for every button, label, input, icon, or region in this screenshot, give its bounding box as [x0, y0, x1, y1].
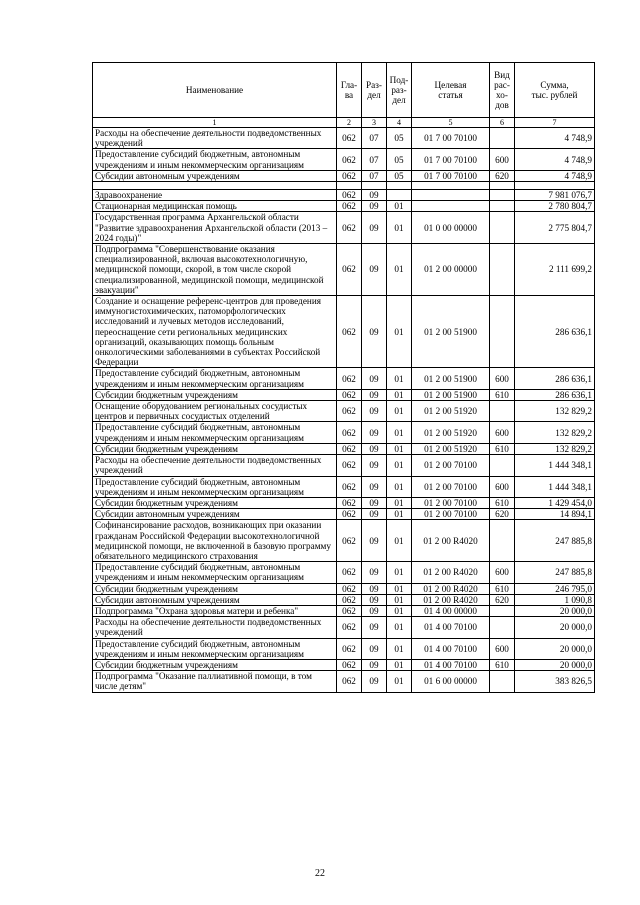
cell-glava: 062 — [337, 509, 362, 520]
table-row — [93, 201, 595, 212]
cell-glava: 062 — [337, 244, 362, 296]
cell-statya: 01 2 00 70100 — [412, 509, 490, 520]
cell-vid: 600 — [490, 368, 515, 389]
cell-vid — [490, 190, 515, 201]
cell-vid: 600 — [490, 149, 515, 170]
cell-glava: 062 — [337, 455, 362, 476]
table-row — [93, 401, 595, 422]
cell-statya: 01 2 00 51900 — [412, 296, 490, 368]
cell-summa: 286 636,1 — [515, 296, 595, 368]
cell-vid — [490, 671, 515, 692]
cell-statya: 01 4 00 70100 — [412, 617, 490, 638]
column-number: 6 — [490, 118, 515, 128]
cell-statya: 01 2 00 R4020 — [412, 562, 490, 583]
table-row — [93, 638, 595, 659]
cell-podrazdel: 01 — [387, 594, 412, 605]
cell-podrazdel: 05 — [387, 170, 412, 181]
cell-glava: 062 — [337, 443, 362, 454]
table-row — [93, 389, 595, 400]
cell-name: Здравоохранение — [93, 190, 337, 201]
cell-name: Предоставление субсидий бюджетным, автономным учреждениям и иным некоммерческим организациям — [93, 422, 337, 443]
cell-razdel: 09 — [362, 422, 387, 443]
header-vid: Вид рас- хо- дов — [490, 63, 515, 118]
cell-vid: 600 — [490, 422, 515, 443]
cell-summa: 20 000,0 — [515, 659, 595, 670]
cell-razdel: 09 — [362, 520, 387, 562]
table-row — [93, 520, 595, 562]
table-row — [93, 149, 595, 170]
cell-name: Субсидии автономным учреждениям — [93, 170, 337, 181]
cell-podrazdel: 01 — [387, 605, 412, 616]
cell-vid — [490, 617, 515, 638]
cell-glava — [337, 182, 362, 190]
cell-podrazdel: 01 — [387, 617, 412, 638]
cell-statya — [412, 190, 490, 201]
cell-podrazdel: 01 — [387, 476, 412, 497]
cell-vid: 610 — [490, 443, 515, 454]
cell-glava: 062 — [337, 659, 362, 670]
cell-glava: 062 — [337, 212, 362, 244]
cell-summa: 132 829,2 — [515, 422, 595, 443]
page-number: 22 — [315, 868, 325, 879]
cell-razdel: 07 — [362, 170, 387, 181]
header-podrazdel: Под- раз- дел — [387, 63, 412, 118]
cell-name: Предоставление субсидий бюджетным, автономным учреждениям и иным некоммерческим организациям — [93, 638, 337, 659]
cell-vid: 620 — [490, 594, 515, 605]
cell-summa: 1 429 454,0 — [515, 497, 595, 508]
cell-vid: 610 — [490, 659, 515, 670]
header-statya: Целевая статья — [412, 63, 490, 118]
cell-vid: 600 — [490, 638, 515, 659]
cell-podrazdel: 01 — [387, 562, 412, 583]
cell-name: Субсидии бюджетным учреждениям — [93, 389, 337, 400]
table-row — [93, 443, 595, 454]
cell-statya: 01 2 00 51900 — [412, 368, 490, 389]
cell-podrazdel: 01 — [387, 244, 412, 296]
table-row — [93, 671, 595, 692]
cell-podrazdel: 01 — [387, 520, 412, 562]
cell-name: Предоставление субсидий бюджетным, автономным учреждениям и иным некоммерческим организациям — [93, 476, 337, 497]
cell-razdel: 09 — [362, 476, 387, 497]
cell-podrazdel: 01 — [387, 659, 412, 670]
header-razdel: Раз- дел — [362, 63, 387, 118]
cell-podrazdel: 01 — [387, 509, 412, 520]
table-row — [93, 212, 595, 244]
table-body — [93, 128, 595, 693]
header-name: Наименование — [93, 63, 337, 118]
table-row — [93, 368, 595, 389]
cell-summa: 2 780 804,7 — [515, 201, 595, 212]
cell-podrazdel: 01 — [387, 296, 412, 368]
cell-glava: 062 — [337, 128, 362, 149]
cell-vid — [490, 401, 515, 422]
table-row — [93, 605, 595, 616]
cell-razdel: 09 — [362, 389, 387, 400]
cell-podrazdel: 01 — [387, 583, 412, 594]
cell-razdel: 09 — [362, 605, 387, 616]
cell-statya: 01 7 00 70100 — [412, 128, 490, 149]
cell-razdel: 09 — [362, 562, 387, 583]
cell-podrazdel: 05 — [387, 149, 412, 170]
cell-name: Предоставление субсидий бюджетным, автономным учреждениям и иным некоммерческим организациям — [93, 368, 337, 389]
cell-statya: 01 2 00 70100 — [412, 497, 490, 508]
cell-podrazdel: 01 — [387, 443, 412, 454]
cell-razdel: 07 — [362, 149, 387, 170]
cell-glava: 062 — [337, 476, 362, 497]
cell-vid — [490, 128, 515, 149]
cell-glava: 062 — [337, 170, 362, 181]
cell-statya: 01 6 00 00000 — [412, 671, 490, 692]
column-number: 4 — [387, 118, 412, 128]
cell-name: Стационарная медицинская помощь — [93, 201, 337, 212]
cell-podrazdel: 01 — [387, 201, 412, 212]
column-number: 1 — [93, 118, 337, 128]
cell-razdel: 09 — [362, 368, 387, 389]
cell-summa: 1 444 348,1 — [515, 455, 595, 476]
table-row — [93, 476, 595, 497]
cell-vid: 600 — [490, 476, 515, 497]
cell-vid — [490, 182, 515, 190]
cell-summa: 7 981 076,7 — [515, 190, 595, 201]
cell-vid: 610 — [490, 389, 515, 400]
table-row — [93, 182, 595, 190]
cell-glava: 062 — [337, 368, 362, 389]
cell-statya: 01 2 00 51920 — [412, 401, 490, 422]
cell-glava: 062 — [337, 594, 362, 605]
cell-vid — [490, 212, 515, 244]
cell-glava: 062 — [337, 638, 362, 659]
cell-summa: 132 829,2 — [515, 443, 595, 454]
column-number: 2 — [337, 118, 362, 128]
cell-name: Расходы на обеспечение деятельности подведомственных учреждений — [93, 617, 337, 638]
cell-podrazdel: 01 — [387, 401, 412, 422]
cell-name: Предоставление субсидий бюджетным, автономным учреждениям и иным некоммерческим организациям — [93, 562, 337, 583]
cell-podrazdel: 01 — [387, 638, 412, 659]
table-row — [93, 170, 595, 181]
cell-vid: 610 — [490, 497, 515, 508]
cell-summa: 4 748,9 — [515, 149, 595, 170]
cell-razdel: 09 — [362, 443, 387, 454]
cell-podrazdel: 01 — [387, 671, 412, 692]
cell-statya: 01 2 00 51920 — [412, 422, 490, 443]
cell-summa: 247 885,8 — [515, 562, 595, 583]
cell-statya: 01 0 00 00000 — [412, 212, 490, 244]
cell-name: Подпрограмма "Охрана здоровья матери и ребенка" — [93, 605, 337, 616]
cell-name: Оснащение оборудованием региональных сосудистых центров и первичных сосудистых отделений — [93, 401, 337, 422]
cell-razdel: 09 — [362, 671, 387, 692]
table-row — [93, 244, 595, 296]
cell-name: Субсидии бюджетным учреждениям — [93, 497, 337, 508]
cell-name — [93, 182, 337, 190]
cell-podrazdel: 01 — [387, 212, 412, 244]
cell-vid — [490, 201, 515, 212]
cell-vid — [490, 296, 515, 368]
cell-glava: 062 — [337, 190, 362, 201]
cell-glava: 062 — [337, 583, 362, 594]
cell-vid: 600 — [490, 562, 515, 583]
cell-glava: 062 — [337, 389, 362, 400]
cell-name: Субсидии автономным учреждениям — [93, 594, 337, 605]
cell-summa: 14 894,1 — [515, 509, 595, 520]
table-row — [93, 190, 595, 201]
table-row — [93, 497, 595, 508]
cell-glava: 062 — [337, 520, 362, 562]
cell-summa: 286 636,1 — [515, 368, 595, 389]
cell-statya — [412, 182, 490, 190]
cell-name: Субсидии бюджетным учреждениям — [93, 583, 337, 594]
cell-statya: 01 2 00 00000 — [412, 244, 490, 296]
cell-vid — [490, 244, 515, 296]
cell-statya: 01 4 00 00000 — [412, 605, 490, 616]
cell-vid: 620 — [490, 170, 515, 181]
cell-razdel: 09 — [362, 212, 387, 244]
cell-statya: 01 4 00 70100 — [412, 659, 490, 670]
table-row — [93, 617, 595, 638]
cell-name: Предоставление субсидий бюджетным, автономным учреждениям и иным некоммерческим организациям — [93, 149, 337, 170]
cell-summa: 20 000,0 — [515, 617, 595, 638]
table-row — [93, 455, 595, 476]
cell-podrazdel — [387, 182, 412, 190]
cell-glava: 062 — [337, 671, 362, 692]
cell-summa: 4 748,9 — [515, 170, 595, 181]
cell-summa: 247 885,8 — [515, 520, 595, 562]
cell-name: Субсидии автономным учреждениям — [93, 509, 337, 520]
cell-glava: 062 — [337, 422, 362, 443]
table-row — [93, 562, 595, 583]
cell-name: Подпрограмма "Оказание паллиативной помощи, в том числе детям" — [93, 671, 337, 692]
table-row — [93, 128, 595, 149]
cell-statya: 01 2 00 R4020 — [412, 520, 490, 562]
cell-razdel: 09 — [362, 659, 387, 670]
cell-summa: 1 090,8 — [515, 594, 595, 605]
cell-statya: 01 2 00 R4020 — [412, 594, 490, 605]
table-row — [93, 296, 595, 368]
header-summa: Сумма, тыс. рублей — [515, 63, 595, 118]
cell-summa: 2 111 699,2 — [515, 244, 595, 296]
cell-razdel: 09 — [362, 401, 387, 422]
table-row — [93, 509, 595, 520]
column-number: 7 — [515, 118, 595, 128]
cell-summa: 20 000,0 — [515, 605, 595, 616]
cell-glava: 062 — [337, 201, 362, 212]
cell-razdel: 09 — [362, 455, 387, 476]
cell-vid: 610 — [490, 583, 515, 594]
cell-summa: 246 795,0 — [515, 583, 595, 594]
cell-summa — [515, 182, 595, 190]
table-row — [93, 583, 595, 594]
table-header-row — [93, 63, 595, 118]
cell-glava: 062 — [337, 401, 362, 422]
header-glava: Гла- ва — [337, 63, 362, 118]
cell-razdel: 09 — [362, 509, 387, 520]
cell-summa: 2 775 804,7 — [515, 212, 595, 244]
column-numbers-row — [93, 118, 595, 128]
cell-glava: 062 — [337, 605, 362, 616]
table-row — [93, 594, 595, 605]
cell-statya: 01 2 00 R4020 — [412, 583, 490, 594]
cell-statya: 01 2 00 70100 — [412, 476, 490, 497]
cell-name: Софинансирование расходов, возникающих при оказании гражданам Российской Федерации высокотехнологичной медицинской помощи, не включенной в базовую программу обязательного медицинского страхования — [93, 520, 337, 562]
cell-statya: 01 2 00 70100 — [412, 455, 490, 476]
cell-statya: 01 2 00 51920 — [412, 443, 490, 454]
cell-razdel — [362, 182, 387, 190]
cell-razdel: 09 — [362, 617, 387, 638]
cell-summa: 132 829,2 — [515, 401, 595, 422]
cell-glava: 062 — [337, 617, 362, 638]
cell-podrazdel: 01 — [387, 368, 412, 389]
cell-podrazdel: 01 — [387, 455, 412, 476]
cell-statya: 01 7 00 70100 — [412, 170, 490, 181]
cell-summa: 383 826,5 — [515, 671, 595, 692]
cell-razdel: 09 — [362, 190, 387, 201]
cell-glava: 062 — [337, 149, 362, 170]
cell-name: Субсидии бюджетным учреждениям — [93, 443, 337, 454]
cell-vid — [490, 605, 515, 616]
cell-vid: 620 — [490, 509, 515, 520]
cell-name: Расходы на обеспечение деятельности подведомственных учреждений — [93, 128, 337, 149]
budget-table — [92, 62, 595, 693]
cell-statya: 01 7 00 70100 — [412, 149, 490, 170]
cell-vid — [490, 520, 515, 562]
cell-razdel: 09 — [362, 583, 387, 594]
cell-summa: 1 444 348,1 — [515, 476, 595, 497]
cell-razdel: 09 — [362, 497, 387, 508]
cell-summa: 4 748,9 — [515, 128, 595, 149]
cell-podrazdel: 01 — [387, 497, 412, 508]
cell-razdel: 09 — [362, 201, 387, 212]
cell-razdel: 09 — [362, 244, 387, 296]
table-row — [93, 659, 595, 670]
cell-razdel: 09 — [362, 594, 387, 605]
cell-statya — [412, 201, 490, 212]
cell-summa: 286 636,1 — [515, 389, 595, 400]
cell-glava: 062 — [337, 562, 362, 583]
cell-razdel: 09 — [362, 296, 387, 368]
cell-podrazdel — [387, 190, 412, 201]
cell-glava: 062 — [337, 497, 362, 508]
cell-statya: 01 4 00 70100 — [412, 638, 490, 659]
cell-name: Расходы на обеспечение деятельности подведомственных учреждений — [93, 455, 337, 476]
cell-name: Создание и оснащение референс-центров для проведения иммуногистохимических, патоморфологических исследований и лучевых методов исследований, переоснащение сети региональных медицинских организаций, оказывающих помощь больным онкологическими заболеваниями в субъектах Российской Федерации — [93, 296, 337, 368]
cell-name: Подпрограмма "Совершенствование оказания специализированной, включая высокотехнологичную, медицинской помощи, скорой, в том числе скорой специализированной, медицинской помощи, медицинской эвакуации" — [93, 244, 337, 296]
cell-glava: 062 — [337, 296, 362, 368]
column-number: 3 — [362, 118, 387, 128]
cell-summa: 20 000,0 — [515, 638, 595, 659]
cell-podrazdel: 01 — [387, 422, 412, 443]
cell-name: Государственная программа Архангельской области "Развитие здравоохранения Архангельской области (2013 – 2024 годы)" — [93, 212, 337, 244]
cell-name: Субсидии бюджетным учреждениям — [93, 659, 337, 670]
cell-podrazdel: 01 — [387, 389, 412, 400]
column-number: 5 — [412, 118, 490, 128]
table-row — [93, 422, 595, 443]
cell-vid — [490, 455, 515, 476]
cell-statya: 01 2 00 51900 — [412, 389, 490, 400]
cell-podrazdel: 05 — [387, 128, 412, 149]
cell-razdel: 07 — [362, 128, 387, 149]
cell-razdel: 09 — [362, 638, 387, 659]
